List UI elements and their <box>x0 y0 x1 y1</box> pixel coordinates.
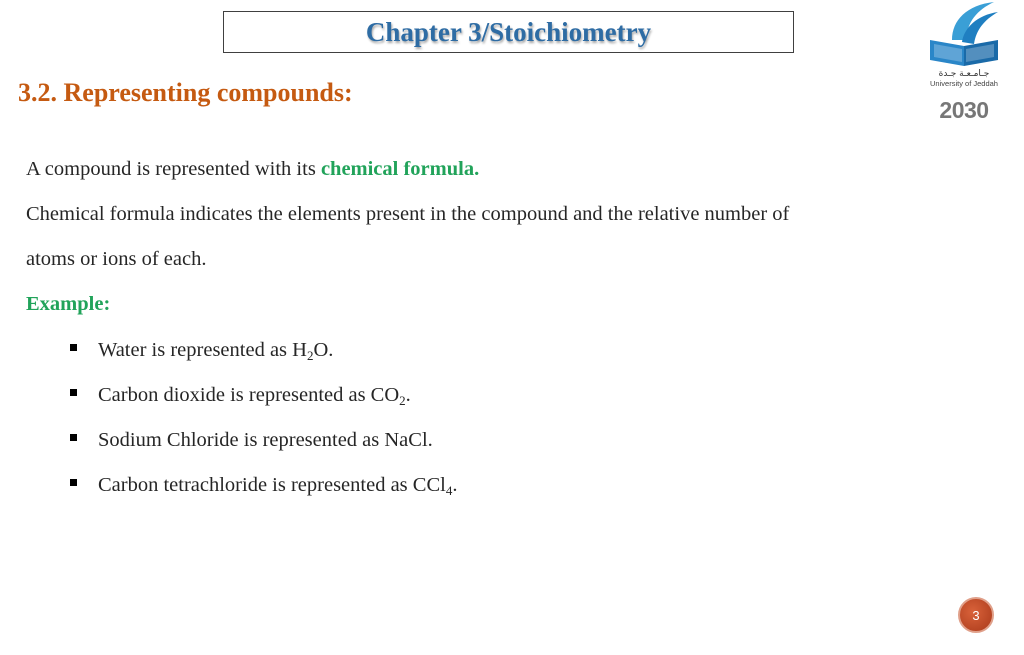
logo-vision: 2030 <box>939 97 989 123</box>
bullet-icon <box>70 389 77 396</box>
example-label: Example: <box>26 293 111 315</box>
chapter-title-box <box>223 11 794 53</box>
example-item: Water is represented as $H_2O$. <box>70 339 333 362</box>
logo-english-name: University of Jeddah <box>930 79 998 88</box>
bullet-icon <box>70 434 77 441</box>
bullet-icon <box>70 479 77 486</box>
university-logo-icon <box>922 0 1006 128</box>
chapter-title: Chapter 3/Stoichiometry <box>365 16 652 47</box>
page-number: 3 <box>972 607 980 623</box>
intro-line <box>26 158 479 181</box>
intro-text: A compound is represented with its <box>26 158 321 180</box>
example-item: Carbon tetrachloride is represented as CCl$_4$. <box>70 474 457 497</box>
bullet-icon <box>70 344 77 351</box>
example-item: Carbon dioxide is represented as $CO_2$. <box>70 384 411 407</box>
definition-line-2: atoms or ions of each. <box>26 248 207 270</box>
logo-arabic-name: جـامـعـة جـدة <box>938 69 990 79</box>
example-item: Sodium Chloride is represented as NaCl. <box>70 429 433 452</box>
definition-line-1: Chemical formula indicates the elements present in the compound and the relative number of <box>26 203 790 225</box>
chemical-formula-highlight: chemical formula. <box>320 158 480 180</box>
section-heading: 3.2. Representing compounds: <box>18 78 353 107</box>
page-number-badge <box>958 597 994 633</box>
university-logo <box>922 0 1006 128</box>
